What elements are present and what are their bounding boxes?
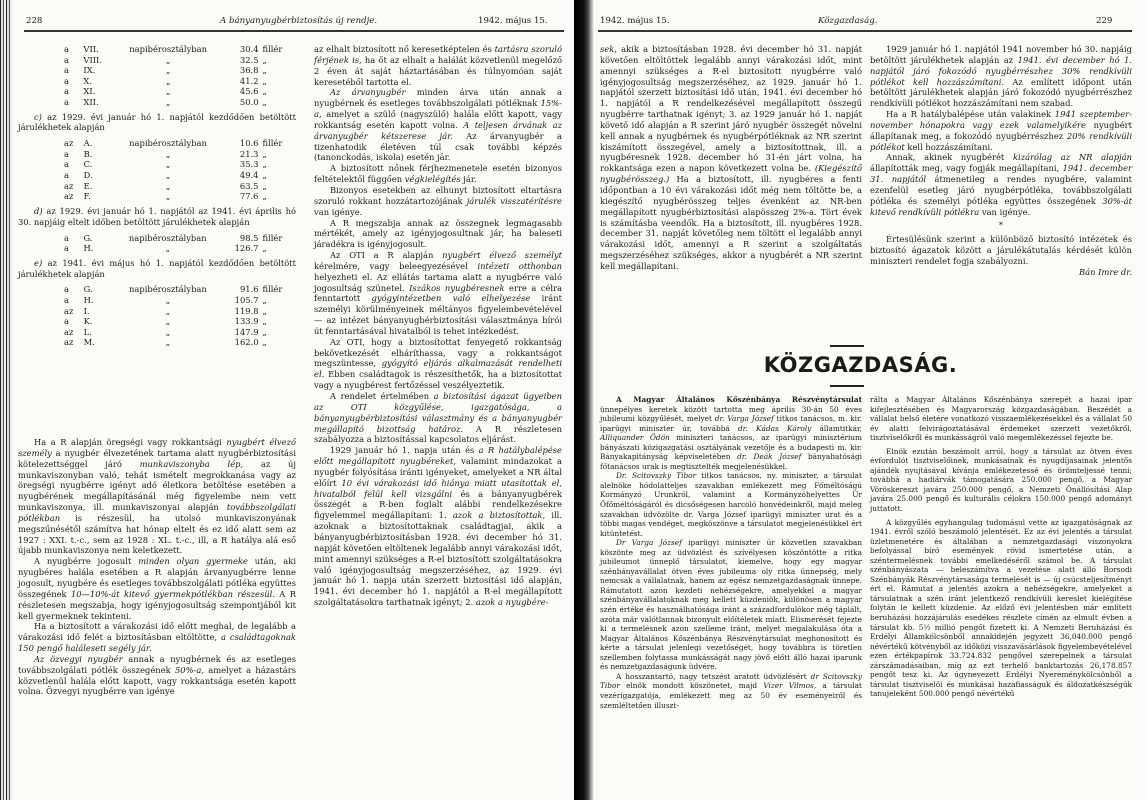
rate-table-c: [64, 138, 296, 202]
rate-value: 45.6: [239, 86, 259, 97]
class-label: XI.: [83, 86, 96, 97]
rate-row: [64, 306, 296, 317]
text: iránt személyi körülményeinek méltányos figyelembevételével — az intézet bányanyugbérbiztosítási választmánya bírói út fenntartásával hivatalból is tehet intézkedést.: [314, 293, 562, 336]
text: a társulat vezérigazgatója, emlékezett meg az 50 év eseményeiről és szemléltetően illuszt-: [600, 681, 862, 710]
right-page-column-2: [870, 44, 1132, 278]
italic-text: járulék visszatérítésre: [466, 195, 562, 206]
class-label: X.: [83, 75, 93, 86]
italic-text: 10 évi várakozási idő hiánya miatt utasítottak el, hivatalból felül kell vizsgálni: [314, 477, 562, 499]
rate-value: 162.0: [234, 337, 259, 348]
article: az: [64, 191, 74, 202]
paragraph: [314, 250, 562, 337]
text: ünnepélyes keretek között tartotta meg április 30-án 50 éves jubileumi közgyűlését, melyet: [600, 404, 862, 424]
text: ill. azoknak a biztosítottaknak családtagjai, akik a bányanyugbérbiztosításban 1928. évi december hó 31. napját követően eltöltenek legalább annyi várakozási időt, mint amennyi szükséges a R-el biztosított szolgáltatásokra való igényjogosultság megszerzéséhez, az 1929. évi január hó 1. napja után szerzett biztosítási idő alapján, 1941. évi december hó 1. napjától a R-el megállapított szolgáltatásokra tarthatnak igényt; 2.: [314, 510, 562, 608]
unit-label: „: [165, 180, 171, 191]
text: erre a célra fenntartott: [314, 282, 562, 304]
rate-table-d: [64, 233, 296, 254]
article: az: [64, 305, 74, 316]
class-label: XII.: [83, 96, 99, 107]
text-c: az 1929. évi január hó 1. napjától kezdődően betöltött járulékhetek alapján: [18, 111, 297, 133]
italic-text: gyógyintézetben való elhelyezése: [371, 293, 531, 304]
rate-row: [64, 295, 296, 306]
paragraph: [600, 395, 862, 471]
paragraph: [18, 621, 296, 654]
rate-row: [64, 97, 296, 108]
italic-text: Dr. Scitovszky Tibor: [616, 471, 697, 481]
currency: „: [262, 191, 267, 202]
text: valamint mindazokat a nyugbér folyósítása iránti igényeket, amelyeket a NR által előírt: [314, 456, 562, 488]
text: amelyet a házastárs közvetlenül halála előtt kapott, vagy rokkantsága esetén kapott volna. Özvegyi nyugbérre van igénye: [18, 664, 296, 697]
italic-text: (Kiegészítő nyugbérösszeg.): [600, 163, 862, 185]
currency: fillér: [262, 232, 283, 243]
rate-value: 36.8: [239, 65, 259, 76]
text: állapították meg, vagy fogják megállapítani,: [870, 163, 1063, 174]
paragraph: [600, 538, 862, 672]
paragraph: [600, 471, 862, 538]
rate-table-b: [64, 44, 296, 108]
italic-text: dr. Kádas Károly: [738, 423, 812, 433]
rate-value: 35.3: [239, 159, 259, 170]
paragraph: Értesülésünk szerint a különböző biztosító intézetek és biztosító ágazatok között a járulékátutalás kérdését külön miniszteri rendelet fogja szabályozni.: [870, 234, 1132, 267]
unit-label: napibérosztályban: [129, 284, 207, 295]
paragraph: [314, 445, 562, 608]
italic-text: Dr Varga József: [616, 538, 682, 548]
currency: „: [262, 96, 267, 107]
currency: fillér: [262, 284, 283, 295]
paragraph: [870, 109, 1132, 152]
article: a: [64, 54, 69, 65]
paragraph-d: [18, 206, 296, 228]
label-d: d): [34, 205, 43, 216]
text: van igénye.: [979, 206, 1031, 217]
section-title: KÖZGAZDASÁG.: [763, 353, 958, 377]
currency: „: [262, 148, 267, 159]
rate-value: 77.6: [239, 191, 259, 202]
class-label: H.: [83, 243, 94, 254]
rate-value: 41.2: [239, 75, 259, 86]
text: Az említett időpont után betöltött járulékhetek alapján járó fokozódó nyugbérrészhez rendkívüli pótlékot hozzászámítani nem szabad.: [870, 76, 1133, 109]
currency: „: [262, 54, 267, 65]
italic-text: Vizer Vilmos,: [763, 681, 817, 691]
italic-text: 30%-át kitevő rendkívüli pótlékra: [870, 195, 1132, 217]
rate-row: [64, 337, 296, 348]
article: az: [64, 337, 74, 348]
rate-row: [64, 65, 296, 76]
text: államtitkár,: [811, 423, 862, 433]
rate-row: [64, 327, 296, 338]
page-number-left: 228: [26, 16, 43, 26]
text: titkos tanácsos, ny. miniszter, a társulat alelnöke hódolatteljes szavakban emlékezett meg Főméltóságú Kormányzó Urunkról, valamint a Kormányzóhelyettes Úr Őfőméltóságáról és dicsőségesen harcoló honvédeinkről, majd meleg szavakban üdvözölte dr. Varga József iparügyi miniszter urat és a többi magas vendéget, megköszönve a társulatot megjelenésükkel ért kitüntetést.: [600, 471, 862, 538]
currency: „: [262, 326, 267, 337]
text: Ha a R alapján öregségi vagy rokkantsági: [34, 437, 227, 447]
text: van igénye.: [314, 206, 363, 217]
text: A hosszantartó, nagy tetszést aratott üdvözlésért: [616, 671, 811, 681]
unit-label: „: [165, 305, 171, 316]
currency: „: [262, 243, 267, 254]
paragraph: [600, 672, 862, 710]
text: A biztosított nőnek férjhezmenetele esetén bizonyos feltételektől függően: [314, 163, 562, 185]
text: akik a biztosításban 1928. évi december hó 31. napját követően eltöltöttek legalább annyi várakozási időt, mint amennyi szükséges a R-el biztosított nyugbérre való igényjogosultság megszerzéséhez, az 1929. január hó 1. napjától szerzett biztosítási idő után, 1941. évi december hó 1. napjától a R rendelkezésével megállapított összegű nyugbérre tarthatnak igényt; 3. az 1929 január hó 1. napját követő idő alapján a R szerint járó nyugbér összegét növelni kell annak a nyugbérnek és nyugbérpótléknak az NR szerint kiszámított összegével, amely a biztosítottnak, ill. a nyugbéresnek 1928. december hó 31-én járt volna, ha rokkantsága ezen a napon következett volna be.: [600, 44, 862, 174]
rate-row: [64, 181, 296, 192]
class-label: I.: [83, 305, 90, 316]
article: a: [64, 294, 69, 305]
paragraph: Elnök ezután beszámolt arról, hogy a társulat az ötven éves évfordulót tisztviselőinek, munkásainak és nyugdíjasainak jelentős ajándék nyujtásával kívánja emlékezetessé és örömteljessé tenni; továbbá a hadiárvák támogatására 250.000 pengő, a Magyar Vöröskereszt javára 250.000 pengő, a Nemzeti Önállósítási Alap javára 25.000 pengő és kulturális célokra 150.000 pengő adományt juttatott.: [870, 446, 1132, 514]
currency: „: [262, 316, 267, 327]
paragraph: A közgyűlés egyhangulag tudomásul vette az igazgatóságnak az 1941. évről szóló beszámoló jelentését. Ez az évi jelentés a társulat üzletmenetére és általában a nemzetgazdasági viszonyokra befolyással bíró események rövid ismertetése után, a széntermelésnek további emelkedéséről számol be. A társulat szénbányászata — beleszámítva a vezetése alatt álló Borsodi Szénbányák Részvénytársasága termelését is — új csúcsteljesítményt ért el. Rámutat a jelentés azokra a nehézségekre, amelyeket a társulatnak a szén iránt jelentkező rendkívüli kereslet kielégítése folytán le kellett küzdenie. Az előző évi jelentésben már említett beruházási hozzájárulás esedékes részlete címén az elmult évben a társulat kb. 5½ millió pengőt fizetett ki. A Nemzeti Beruházási és Erdélyi Államkölcsönből annakidején jegyzett 36,040.000 pengő névértékű kötvényből az időközi visszavásárlások figyelembevételével ezen értékpapírok 33.724.832 pengővel szerepelnek a társulat zárszámadásaiban, míg az ezt terhelő banktartozás 26,178.857 pengőt tesz ki. Az úgynevezett Erdélyi Nyereménykölcsönből a társulat tisztviselői és munkásai hazafiasságuk és áldozatkészségük tanujeleként 500.000 pengő névértékű: [870, 517, 1132, 699]
label-c: c): [34, 111, 42, 122]
italic-text: 1941 szeptember-november hónapokra vagy ezek valamelyikére: [870, 109, 1132, 130]
rate-value: 147.9: [234, 326, 259, 337]
article: a: [64, 170, 69, 181]
italic-text: Iszákos nyugbéresnek: [409, 282, 505, 293]
text: átmenetileg a rendes nyugbére, valamint ezenfelül esetleg járó nyugbérpótléka, továbbszolgálati pótléka és személyi pótléka együttes összegének: [870, 174, 1133, 206]
rate-row: [64, 159, 296, 170]
article-column-2: [870, 395, 1132, 699]
article: az: [64, 138, 74, 149]
article: a: [64, 159, 69, 170]
label-e: e): [34, 257, 43, 268]
unit-label: „: [165, 54, 171, 65]
italic-text: 1941. december 31. napjától: [870, 163, 1132, 185]
paragraph: [314, 185, 562, 218]
italic-text: munkaviszonyba lép,: [139, 458, 244, 469]
article: a: [64, 316, 69, 327]
paragraph: [870, 44, 1132, 109]
unit-label: „: [165, 96, 171, 107]
unit-label: „: [165, 170, 171, 181]
paragraph: [314, 87, 562, 163]
bold-text: A Magyar Általános Kőszénbánya Részvénytársulat: [616, 395, 862, 404]
text: minden árva után annak a nyugbérnek és esetleges továbbszolgálati pótléknak: [314, 87, 563, 109]
text: A R részletesen megszabja, hogy igényjogosultság szempontjából kit kell gyermeknek tekinteni.: [18, 588, 296, 621]
italic-text: 15%-a,: [314, 98, 562, 120]
text: kérelmére, vagy beleegyezésével: [314, 260, 478, 271]
italic-text: a családtagoknak 150 pengő haláleseti segély jár.: [18, 632, 296, 654]
rate-value: 30.4: [239, 44, 259, 54]
rate-row: [64, 44, 296, 55]
rate-value: 21.3: [239, 148, 259, 159]
italic-text: 50%-a,: [174, 664, 204, 675]
italic-text: azok a nyugbére-: [475, 597, 549, 608]
unit-label: „: [165, 316, 171, 327]
class-label: B.: [83, 148, 93, 159]
text: is részesül, ha utolsó munkaviszonyának megszűnésétől számítva hat hónap eltelt és ez idő alatt sem az 1927 : XXI. t.-c., sem az 1928 : XL. t.-c., ill, a R hatálya alá eső újabb munkaviszonya nem keletkezett.: [18, 512, 296, 556]
class-label: G.: [83, 232, 93, 243]
class-label: A.: [83, 138, 93, 149]
page-date-right: 1942. május 15.: [600, 16, 670, 26]
rate-value: 105.7: [234, 294, 259, 305]
section-separator-star: *: [998, 219, 1004, 230]
italic-text: gyógyító eljárás alkalmazását rendelheti el.: [314, 358, 562, 380]
italic-text: kizárólag az NR alapján: [1012, 152, 1132, 163]
rate-value: 32.5: [239, 54, 259, 65]
text: Ha a biztosított a várakozási idő előtt meghal, de legalább a várakozási idő felét a biztosításban eltöltötte,: [18, 621, 296, 643]
class-label: D.: [83, 170, 93, 181]
paragraph-c: [18, 112, 296, 134]
rate-value: 91.6: [239, 284, 259, 295]
text: után, aki nyugbéres halála esetében a R alapján árvanyugbérre lenne jogosult, nyugbére és esetleges továbbszolgálati pótléka együttes összegének: [18, 556, 296, 599]
right-page: [574, 0, 1147, 800]
author-signature: Bán Imre dr.: [1079, 266, 1132, 277]
article-column-1: [600, 395, 862, 710]
currency: „: [262, 86, 267, 97]
text: a nyugbér élvezetének tartama alatt nyugbérbiztosítási kötelezettséggel járó: [18, 447, 296, 469]
section-rule-top: [830, 345, 864, 347]
text: nyugbért állapítanak meg, a fokozódó nyugbérrészhez: [870, 119, 1132, 141]
paragraph: [18, 654, 296, 697]
currency: „: [262, 337, 267, 348]
article: a: [64, 96, 69, 107]
unit-label: napibérosztályban: [128, 232, 207, 243]
text-d: az 1929. évi január hó 1. napjától az 1941. évi április hó 30. napjáig eltelt időben betöltött járulékhetek alapján: [18, 205, 296, 227]
page-number-right: 229: [1096, 16, 1113, 26]
article: az: [64, 180, 74, 191]
paragraph: [18, 437, 296, 556]
text: Ebben családtagok is részesíthetők, ha a biztosítottat vagy a nyugbérest fertőzéssel veszélyeztetik.: [314, 369, 562, 391]
text: annak a nyugbérnek és az esetleges továbbszolgálati pótlék összegének: [18, 653, 296, 675]
article: a: [64, 148, 69, 159]
italic-text: dr Scitovszky Tibor: [600, 671, 863, 691]
rate-value: 10.6: [239, 138, 259, 149]
article: a: [64, 44, 69, 54]
text: elnök mondott köszönetet, majd: [619, 681, 764, 691]
text: az elhalt biztosított nő keresetképtelen és: [314, 44, 495, 54]
italic-text: minden olyan gyermeke: [138, 556, 248, 567]
text: amelyet a szülő (nagyszülő) halála előtt kapott, vagy rokkantság esetén kapott volna.: [314, 109, 562, 130]
text: az új munkaviszonyban való, tehát ismételt megrokkanása vagy az öregségi nyugbérre igényt adó életkora betöltése esetében a nyugbérének megállapításánál még figyelembe nem vett munkaviszonya, ill. munkaviszonyai alapján: [18, 458, 296, 513]
paragraph: [314, 44, 562, 87]
paragraph: rálta a Magyar Általános Kőszénbánya szerepét a hazai ipar kifejlesztésében és Magyarország közgazdaságában. Beszédét a vállalat belső életére vonatkozó visszaemlékezésekkel és a vállalat 50 év alatti felvirágoztatásával érdemeket szerzett vezetőkről, tisztviselőkről és munkásságról való megemlékezéssel fejezte be.: [870, 395, 1132, 443]
italic-text: Az özvegyi nyugbér: [34, 653, 123, 664]
unit-label: „: [165, 294, 171, 305]
unit-label: napibérosztályban: [129, 44, 207, 54]
currency: fillér: [262, 44, 283, 54]
currency: „: [262, 294, 267, 305]
rate-row: [64, 149, 296, 160]
currency: „: [262, 180, 267, 191]
article: a: [64, 65, 69, 76]
rate-row: [64, 86, 296, 97]
article: az: [64, 326, 74, 337]
italic-text: Alliquander Ödön: [600, 433, 670, 443]
italic-text: a biztosítási ágazat ügyeiben az OTI közgyűlése, igazgatósága, a bányanyugbérbiztosítási választmány és a bányanyugbér megállapító bizottság határoz.: [314, 391, 562, 434]
rate-row: [64, 138, 296, 149]
text: ha őt az elhalt a halálát közvetlenül megelőző 2 éven át saját háztartásában és túlnyomóan saját keresetéből tartotta el.: [314, 54, 562, 87]
scan-edge-left: [0, 0, 12, 800]
text: kell hozzászámítani.: [904, 141, 993, 152]
article: a: [64, 243, 69, 254]
running-title-left: A bányanyugbérbiztosítás új rendje.: [220, 16, 378, 26]
paragraph: A R megszabja annak az összegnek legmagasabb mértékét, amely az igényjogosultnak jár, ha baleseti járadékra is igényjogosult.: [314, 217, 562, 250]
italic-text: azok a biztosítottak,: [452, 510, 546, 521]
text: Bizonyos esetekben az elhunyt biztosított eltartásra szoruló rokkant hozzátartozójának: [314, 184, 562, 206]
text: Az OTI, hogy a biztosítottat fenyegető rokkantság bekövetkezését elháríthassa, vagy a rokkantságot megszüntesse,: [314, 336, 562, 369]
text: Annak, akinek nyugbérét: [886, 152, 1013, 163]
text: helyezheti el. Az ellátás tartama alatt a nyugbérre való jogosultság szünetel.: [314, 271, 562, 293]
italic-text: továbbszolgálati pótlékban: [18, 502, 296, 523]
rate-value: 63.5: [239, 180, 259, 191]
text: A nyugbérre jogosult: [34, 556, 139, 567]
text: Ha a biztosított, ill. nyugbéres a fenti időpontban a 10 évi várakozási időt még nem töltötte be, a kiegészítő nyugbérösszeg teljes évenként az NR-ben megállapított nyugbérbiztosítási alapösszeg 2%-a. Tört évek is számításba veendők. Ha a biztosított, ill. nyugbéres 1928. december 31. napját követőleg nem töltött el legalább annyi várakozási időt, amennyi a R szerint a szolgáltatás megszerzéséhez szükséges, akkor a nyugbérét a NR szerint kell megállapítani.: [600, 174, 862, 271]
italic-text: A teljesen árvának az árvanyugbér kétszerese jár.: [314, 119, 562, 141]
unit-label: „: [165, 75, 171, 86]
text: jár.: [460, 174, 477, 185]
italic-text: 20% rendkívüli pótlékot: [870, 130, 1132, 152]
unit-label: „: [165, 65, 171, 76]
paragraph: [314, 337, 562, 391]
italic-text: sek,: [600, 44, 617, 54]
paragraph: [870, 152, 1132, 217]
rate-value: 126.7: [234, 243, 259, 254]
italic-text: nyugbért élvező személyt: [442, 250, 562, 261]
section-rule-bottom: [830, 385, 864, 387]
left-page-column-1: [18, 44, 297, 352]
text: 1929 január hó 1. napjától 1941 november hó 30. napjáig betöltött járulékhetek alapján az: [870, 44, 1132, 65]
text: bányahatósági főtanácsos urak is megtisztelték megjelenésükkel.: [600, 452, 862, 471]
rate-row: [64, 170, 296, 181]
paragraph: [314, 163, 562, 185]
rate-row: [64, 76, 296, 87]
rate-row: [64, 243, 296, 254]
class-label: F.: [83, 191, 91, 202]
text: miniszteri tanácsos, az iparügyi minisztérium bányászati közigazgatási osztályának vezetője és a budapesti m. kir. Bányakapitányság képviseletében: [600, 433, 862, 462]
header-rule-right: [598, 30, 1132, 32]
rate-value: 98.5: [239, 232, 259, 243]
text: A R részletesen szabályozza a biztosítással kapcsolatos eljárást.: [314, 423, 563, 445]
scan-edge-binding: [574, 0, 594, 800]
paragraph: [314, 391, 562, 445]
article: a: [64, 86, 69, 97]
right-page-column-1: [600, 44, 862, 272]
italic-text: intézeti otthonban: [477, 260, 562, 271]
class-label: VII.: [83, 44, 99, 54]
unit-label: „: [165, 86, 171, 97]
unit-label: „: [165, 159, 171, 170]
class-label: C.: [83, 159, 93, 170]
article: a: [64, 75, 69, 86]
text: 1929 január hó 1. napja után és: [330, 445, 479, 456]
unit-label: napibérosztályban: [129, 138, 207, 149]
text: A rendelet értelmében: [330, 391, 434, 401]
currency: „: [262, 75, 267, 86]
italic-text: dr. Deák József: [737, 452, 802, 462]
article: a: [64, 284, 69, 295]
italic-text: 10—10%-át kitevő gyermekpótlékban részesül.: [70, 588, 275, 599]
text: iparügyi miniszter úr közvetlen szavakban köszönte meg az üdvözlést és szívélyesen köszöntötte a ritka jubileumot ünneplő társulatot, kiemelve, hogy egy magyar szénbányavállalat ötven éves jubileuma oly ritka ünnepség, mely nemcsak a vállalatnak, hanem az egész nemzetgazdaságnak ünnepe. Rámutatott azon kezdeti nehézségekre, amelyekkel a magyar szénbányavállalatoknak meg kellett küzdeniök, különösen a magyar szén értéke és használhatósága iránt a századfordulókor még táplált, azóta már valótlannak bizonyult előítéletek miatt. Elismerését fejezte ki a termelésnek azon szelleme iránt, melyet megalakulása óta a Magyar Általános Kőszénbánya Részvénytársulat meghonosított és kérte a társulat jelenlegi vezetőségét, hogy továbbra is töretlen szellemben folytassa munkásságát nagy jövő előtt álló hazai iparunk és nemzetgazdaságunk üdvére.: [600, 538, 863, 672]
class-label: G.: [83, 284, 93, 295]
italic-text: Az árvanyugbér: [330, 87, 406, 98]
class-label: K.: [83, 316, 93, 327]
currency: fillér: [262, 138, 283, 149]
rate-row: [64, 191, 296, 202]
rate-value: 119.8: [234, 305, 259, 316]
text: Az OTI a R alapján: [330, 250, 443, 261]
text: Ha a R hatálybalépése után valakinek: [886, 109, 1055, 120]
running-title-right: Közgazdaság.: [818, 16, 878, 26]
unit-label: „: [165, 148, 171, 159]
left-page-column-2: [314, 44, 562, 608]
rate-row: [64, 284, 296, 295]
currency: „: [262, 65, 267, 76]
text-e: az 1941. évi május hó 1. napjától kezdődően betöltött járulékhetek alapján: [18, 257, 296, 279]
italic-text: végkielégítés: [404, 174, 461, 185]
currency: „: [262, 170, 267, 181]
text: Az árvanyugbér a tizenhatodik életéven túl csak további képzés (tanonckodás, iskola) esetén jár.: [314, 130, 563, 163]
left-page-column-1-body: [18, 437, 296, 697]
italic-text: a R hatálybalépése előtt megállapított nyugbéreket,: [314, 445, 562, 467]
page-date-left: 1942. május 15.: [478, 16, 548, 26]
class-label: H.: [83, 294, 94, 305]
paragraph-e: [18, 258, 296, 280]
paragraph: [18, 556, 296, 621]
text: titkos tanácsos, m. kir. iparügyi miniszter úr, továbbá: [600, 414, 862, 433]
rate-value: 133.9: [234, 316, 259, 327]
rate-value: 50.0: [239, 96, 259, 107]
italic-text: tartásra szoruló férjének is,: [314, 44, 563, 65]
rate-row: [64, 233, 296, 244]
text: és a bányanyugbérek összegét a R-ben foglalt alábbi rendelkezésekre figyelemmel megállapítani: 1.: [314, 488, 562, 521]
rate-row: [64, 55, 296, 66]
unit-label: „: [165, 337, 171, 348]
rate-value: 49.4: [239, 170, 259, 181]
article: a: [64, 232, 69, 243]
class-label: E.: [83, 180, 93, 191]
unit-label: „: [165, 191, 171, 202]
class-label: VIII.: [83, 54, 102, 65]
currency: „: [262, 159, 267, 170]
class-label: M.: [83, 337, 95, 348]
italic-text: nyugbért élvező személy: [18, 437, 296, 458]
italic-text: 1941. évi december hó 1. napjától járó fokozódó nyugbérrészhez 30% rendkívüli pótlékot kell hozzászámítani.: [870, 54, 1132, 87]
unit-label: „: [165, 243, 170, 254]
paragraph: [600, 44, 862, 272]
unit-label: „: [165, 326, 171, 337]
italic-text: dr. Varga József: [714, 414, 774, 424]
class-label: IX.: [83, 65, 96, 76]
rate-row: [64, 316, 296, 327]
rate-table-e: [64, 284, 296, 348]
currency: „: [262, 305, 267, 316]
header-rule-left: [24, 30, 564, 32]
class-label: L.: [83, 326, 92, 337]
